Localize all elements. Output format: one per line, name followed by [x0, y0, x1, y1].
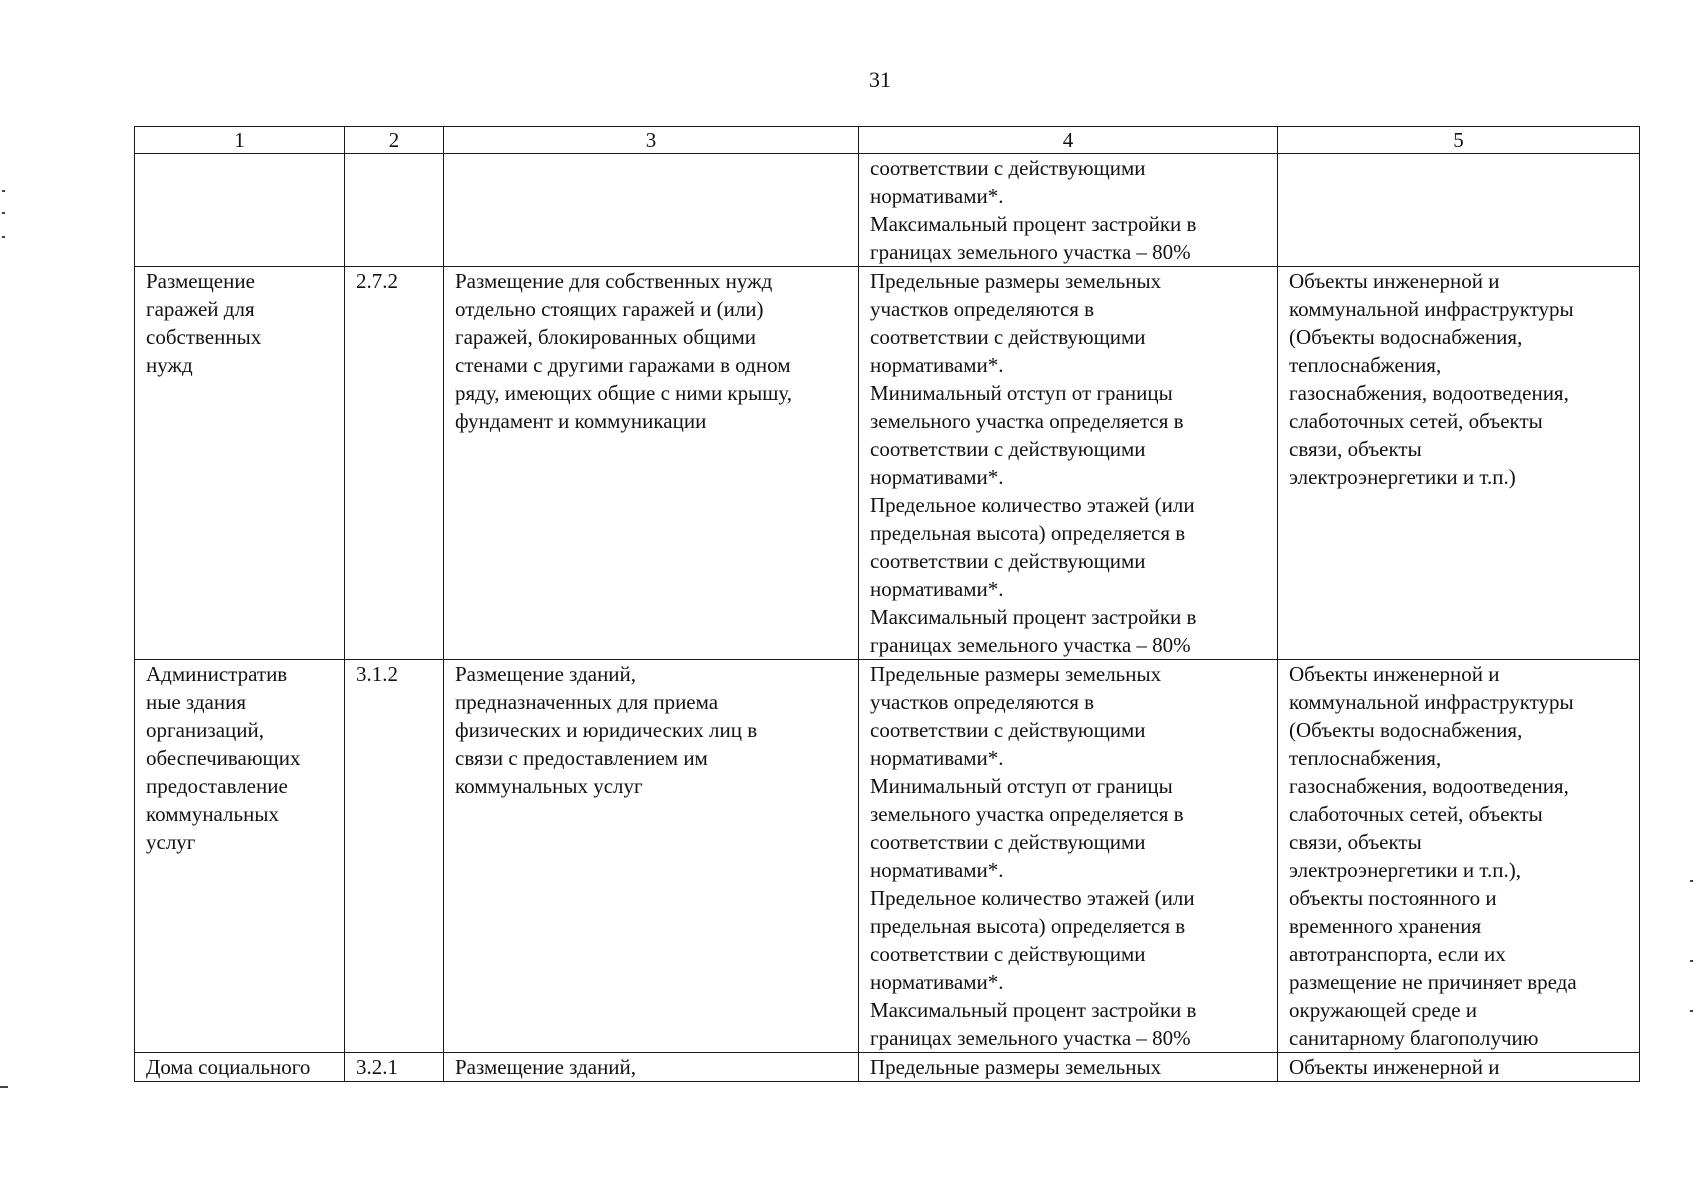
column-header: 3	[444, 127, 859, 154]
use-description: Размещение для собственных нужд отдельно стоящих гаражей и (или) гаражей, блокированных общими стенами с другими гаражами в одном ряду, имеющих общие с ними крышу, фундамент и коммуникации	[455, 269, 793, 433]
use-code-cell	[345, 660, 444, 1053]
use-name-cell	[135, 1053, 345, 1082]
use-name: Дома социального	[146, 1055, 311, 1079]
use-description-cell	[444, 267, 859, 660]
auxiliary-uses-cell	[1278, 1053, 1640, 1082]
auxiliary-uses-cell	[1278, 660, 1640, 1053]
auxiliary-uses-text: Объекты инженерной и коммунальной инфраструктуры (Объекты водоснабжения, теплоснабжения, газоснабжения, водоотведения, слаботочных сетей, объекты связи, объекты электроэнергетики и т.п.), объекты постоянного и временного хранения автотранспорта, если их размещение не причиняет вреда окружающей среде и санитарному благополучию	[1289, 662, 1577, 1050]
scan-mark	[1690, 880, 1693, 882]
use-description-cell	[444, 154, 859, 267]
use-description-cell	[444, 660, 859, 1053]
parameters-cell	[859, 660, 1278, 1053]
parameters-cell	[859, 1053, 1278, 1082]
table-header-row	[135, 127, 1640, 154]
auxiliary-uses-cell	[1278, 267, 1640, 660]
parameters-text: Предельные размеры земельных участков определяются в соответствии с действующими нормативами*. Минимальный отступ от границы земельного участка определяется в соответствии с действующими нормативами*. Предельное количество этажей (или предельная высота) определяется в соответствии с действующими нормативами*. Максимальный процент застройки в границах земельного участка – 80%	[870, 662, 1197, 1050]
use-name-cell	[135, 267, 345, 660]
table-row	[135, 1053, 1640, 1082]
scan-mark	[1690, 960, 1693, 962]
use-description: Размещение зданий, предназначенных для приема физических и юридических лиц в связи с предоставлением им коммунальных услуг	[455, 662, 758, 798]
use-code: 3.1.2	[356, 662, 398, 686]
auxiliary-uses-text: Объекты инженерной и коммунальной инфраструктуры (Объекты водоснабжения, теплоснабжения, газоснабжения, водоотведения, слаботочных сетей, объекты связи, объекты электроэнергетики и т.п.)	[1289, 269, 1574, 489]
column-header: 4	[859, 127, 1278, 154]
use-description-cell	[444, 1053, 859, 1082]
parameters-text: соответствии с действующими нормативами*. Максимальный процент застройки в границах земельного участка – 80%	[870, 156, 1197, 264]
use-code-cell	[345, 1053, 444, 1082]
use-description: Размещение зданий,	[455, 1055, 637, 1079]
regulations-table-container	[134, 126, 1639, 1082]
use-name-cell	[135, 154, 345, 267]
use-name: Административ ные здания организаций, обеспечивающих предоставление коммунальных услуг	[146, 662, 301, 854]
auxiliary-uses-cell	[1278, 154, 1640, 267]
scan-mark	[2, 212, 5, 214]
regulations-table	[134, 126, 1640, 1082]
scan-mark	[2, 236, 5, 238]
table-row	[135, 267, 1640, 660]
parameters-text: Предельные размеры земельных участков определяются в соответствии с действующими нормативами*. Минимальный отступ от границы земельного участка определяется в соответствии с действующими нормативами*. Предельное количество этажей (или предельная высота) определяется в соответствии с действующими нормативами*. Максимальный процент застройки в границах земельного участка – 80%	[870, 269, 1197, 657]
use-code-cell	[345, 267, 444, 660]
scan-mark	[1690, 1010, 1693, 1012]
use-name-cell	[135, 660, 345, 1053]
parameters-cell	[859, 154, 1278, 267]
table-row	[135, 154, 1640, 267]
scan-mark	[2, 190, 5, 192]
page-number: 31	[869, 67, 891, 92]
use-name: Размещение гаражей для собственных нужд	[146, 269, 262, 377]
use-code: 2.7.2	[356, 269, 398, 293]
scan-mark	[0, 1086, 8, 1088]
table-row	[135, 660, 1640, 1053]
use-code-cell	[345, 154, 444, 267]
use-code: 3.2.1	[356, 1055, 398, 1079]
auxiliary-uses-text: Объекты инженерной и	[1289, 1055, 1500, 1079]
column-header: 5	[1278, 127, 1640, 154]
column-header: 1	[135, 127, 345, 154]
parameters-text: Предельные размеры земельных	[870, 1055, 1162, 1079]
parameters-cell	[859, 267, 1278, 660]
column-header: 2	[345, 127, 444, 154]
